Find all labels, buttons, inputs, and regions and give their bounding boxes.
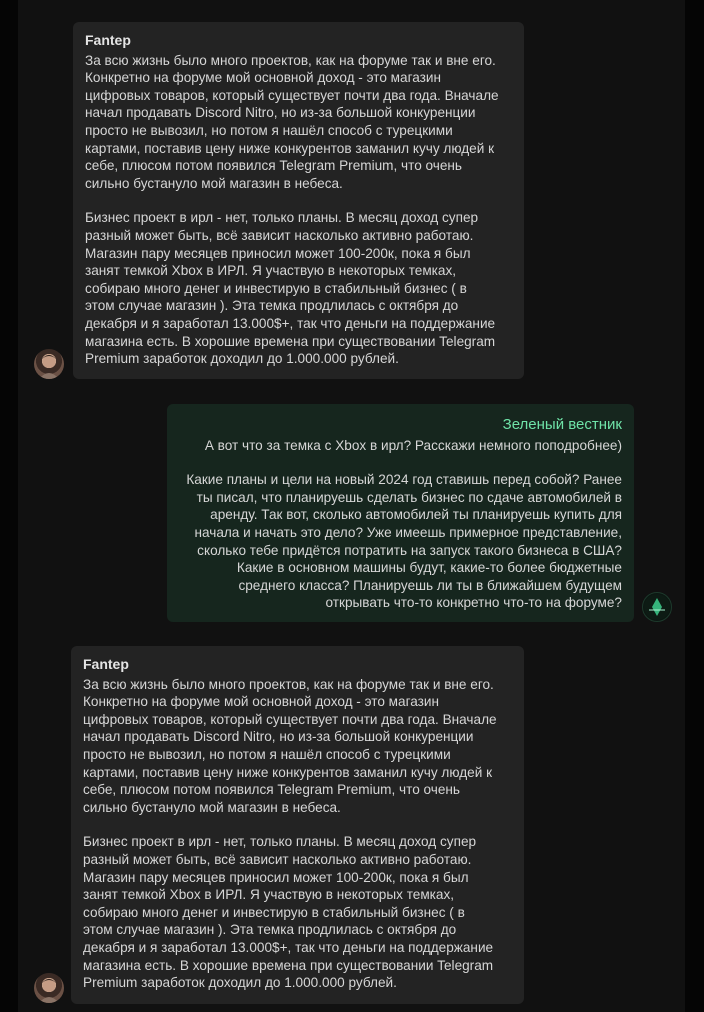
message-paragraph-2: Бизнес проект в ирл - нет, только планы. В месяц доход супер разный может быть, всё зависит насколько активно работаю. Магазин пару месяцев приносил может 100-200к, пока я был занят темкой Xbox в ИРЛ. Я участвую в некоторых темках, собираю много денег и инвестирую в стабильный бизнес ( в этом случае магазин ). Эта темка продлилась с октября до декабря и я заработал 13.000$+, так что деньги на поддержание магазина есть. В хорошие времена при существовании Telegram Premium заработок доходил до 1.000.000 рублей. bbox=[85, 210, 496, 367]
user-avatar[interactable] bbox=[34, 973, 64, 1003]
sender-name[interactable]: Fantep bbox=[85, 32, 131, 48]
message-paragraph-1: За всю жизнь было много проектов, как на форуме так и вне его. Конкретно на форуме мой основной доход - это магазин цифровых товаров, который существует почти два года. Вначале начал продавать Discord Nitro, но из-за большой конкуренции просто не вывозил, но потом я нашёл способ с турецкими картами, поставив цену ниже конкурентов заманил кучу людей к себе, плюсом потом появился Telegram Premium, что очень сильно бустануло мой магазин в небеса. bbox=[85, 52, 499, 191]
message-paragraph-1: А вот что за темка с Xbox в ирл? Расскажи немного поподробнее) bbox=[204, 437, 622, 453]
sender-name[interactable]: Зеленый вестник bbox=[502, 416, 622, 433]
message-paragraph-2: Какие планы и цели на новый 2024 год ставишь перед собой? Ранее ты писал, что планируешь сделать бизнес по сдаче автомобилей в аренду. Так вот, сколько автомобилей ты планируешь купить для начала и начать это дело? Уже имеешь примерное представление, сколько тебе придётся потратить на запуск такого бизнеса в США? Какие в основном машины будут, какие-то более бюджетные среднего класса? Планируешь ли ты в ближайшем будущем открывать что-то конкретно что-то на форуме? bbox=[186, 472, 622, 611]
brand-avatar-image bbox=[643, 593, 671, 621]
user-avatar-image bbox=[34, 973, 64, 1003]
user-avatar[interactable] bbox=[34, 349, 64, 379]
message-paragraph-1: За всю жизнь было много проектов, как на форуме так и вне его. Конкретно на форуме мой основной доход - это магазин цифровых товаров, который существует почти два года. Вначале начал продавать Discord Nitro, но из-за большой конкуренции просто не вывозил, но потом я нашёл способ с турецкими картами, поставив цену ниже конкурентов заманил кучу людей к себе, плюсом потом появился Telegram Premium, что очень сильно бустануло мой магазин в небеса. bbox=[83, 676, 497, 815]
brand-avatar[interactable] bbox=[642, 592, 672, 622]
sender-name[interactable]: Fantep bbox=[83, 656, 129, 672]
user-avatar-image bbox=[34, 349, 64, 379]
message-paragraph-2: Бизнес проект в ирл - нет, только планы. В месяц доход супер разный может быть, всё зависит насколько активно работаю. Магазин пару месяцев приносил может 100-200к, пока я был занят темкой Xbox в ИРЛ. Я участвую в некоторых темках, собираю много денег и инвестирую в стабильный бизнес ( в этом случае магазин ). Эта темка продлилась с октября до декабря и я заработал 13.000$+, так что деньги на поддержание магазина есть. В хорошие времена при существовании Telegram Premium заработок доходил до 1.000.000 рублей. bbox=[83, 834, 494, 991]
message-bubble-1 bbox=[73, 22, 524, 379]
message-bubble-2 bbox=[167, 404, 634, 622]
message-bubble-3 bbox=[71, 646, 524, 1004]
